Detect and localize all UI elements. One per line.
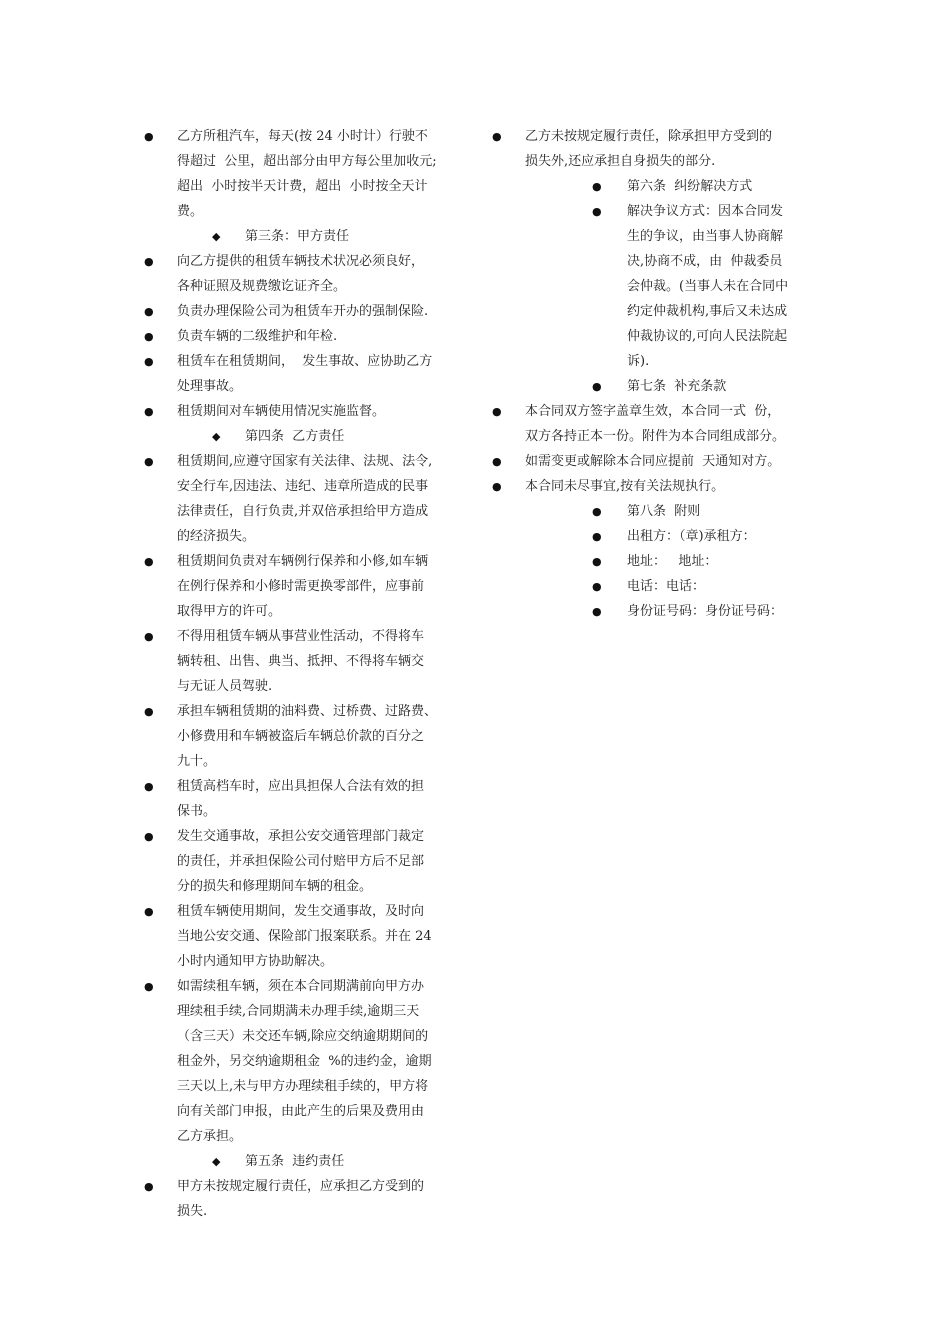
list-item: [140, 124, 470, 224]
text-line: 负责办理保险公司为租赁车开办的强制保险.: [177, 304, 429, 319]
list-item: [140, 449, 470, 549]
text-line: 当地公安交通、保险部门报案联系。并在 24: [177, 929, 432, 944]
text-line: 小时内通知甲方协助解决。: [177, 954, 334, 969]
item-text: [525, 399, 818, 449]
text-line: 超出 小时按半天计费，超出 小时按全天计: [177, 179, 428, 194]
item-text: [177, 624, 470, 699]
text-line: 乙方所租汽车，每天(按 24 小时计）行驶不: [177, 129, 428, 144]
item-text: [627, 549, 818, 574]
list-item: [140, 549, 470, 624]
text-line: 辆转租、出售、典当、抵押、不得将车辆交: [177, 654, 425, 669]
text-line: 分的损失和修理期间车辆的租金。: [177, 879, 373, 894]
item-text: [525, 124, 818, 174]
item-text: [177, 299, 470, 324]
bullet-icon: ●: [144, 130, 154, 143]
bullet-icon: ●: [492, 455, 502, 468]
diamond-bullet-icon: ◆: [212, 1155, 221, 1168]
item-text: [177, 699, 470, 774]
text-line: 仲裁协议的,可向人民法院起: [627, 329, 788, 344]
text-line: 解决争议方式：因本合同发: [627, 204, 784, 219]
bullet-icon: ●: [492, 480, 502, 493]
text-line: 费。: [177, 204, 204, 219]
bullet-icon: ●: [144, 905, 154, 918]
text-line: 安全行车,因违法、违纪、违章所造成的民事: [177, 479, 429, 494]
text-line: 第八条 附则: [627, 504, 701, 519]
item-text: [177, 549, 470, 624]
text-line: 承担车辆租赁期的油料费、过桥费、过路费、: [177, 704, 438, 719]
item-text: [177, 449, 470, 549]
left-column: [140, 124, 470, 1224]
item-text: [525, 449, 818, 474]
text-line: 处理事故。: [177, 379, 243, 394]
text-line: 保书。: [177, 804, 217, 819]
text-line: 与无证人员驾驶.: [177, 679, 273, 694]
bullet-icon: ●: [144, 305, 154, 318]
bullet-icon: ●: [144, 630, 154, 643]
text-line: 取得甲方的许可。: [177, 604, 282, 619]
item-text: [245, 224, 470, 249]
text-line: 乙方承担。: [177, 1129, 243, 1144]
item-text: [177, 324, 470, 349]
section-heading: [140, 424, 470, 449]
text-line: 约定仲裁机构,事后又未达成: [627, 304, 788, 319]
text-line: 出租方：（章)承租方：: [627, 529, 756, 544]
list-item: [140, 774, 470, 824]
bullet-icon: ●: [592, 530, 602, 543]
item-text: [177, 974, 470, 1149]
text-line: 本合同双方签字盖章生效，本合同一式 份，: [525, 404, 781, 419]
bullet-icon: ●: [592, 505, 602, 518]
text-line: 甲方未按规定履行责任，应承担乙方受到的: [177, 1179, 425, 1194]
list-item: [488, 574, 818, 599]
item-text: [177, 349, 470, 399]
text-line: 生的争议，由当事人协商解: [627, 229, 784, 244]
list-item: [488, 524, 818, 549]
bullet-icon: ●: [144, 330, 154, 343]
text-line: 第四条 乙方责任: [245, 429, 345, 444]
text-line: （含三天）未交还车辆,除应交纳逾期期间的: [177, 1029, 429, 1044]
text-line: 损失.: [177, 1204, 208, 1219]
item-text: [627, 374, 818, 399]
list-item: [140, 824, 470, 899]
list-item: [140, 349, 470, 399]
text-line: 负责车辆的二级维护和年检.: [177, 329, 338, 344]
bullet-icon: ●: [492, 405, 502, 418]
text-line: 向乙方提供的租赁车辆技术状况必须良好，: [177, 254, 425, 269]
item-text: [627, 499, 818, 524]
right-column: [488, 124, 818, 624]
list-item: [140, 324, 470, 349]
list-item: [488, 474, 818, 499]
text-line: 会仲裁。(当事人未在合同中: [627, 279, 789, 294]
item-text: [177, 774, 470, 824]
text-line: 租金外，另交纳逾期租金 %的违约金，逾期: [177, 1054, 432, 1069]
text-line: 的经济损失。: [177, 529, 256, 544]
bullet-icon: ●: [592, 380, 602, 393]
list-item: [488, 499, 818, 524]
list-item: [140, 299, 470, 324]
list-item: [488, 174, 818, 199]
text-line: 如需变更或解除本合同应提前 天通知对方。: [525, 454, 781, 469]
text-line: 乙方未按规定履行责任，除承担甲方受到的: [525, 129, 773, 144]
bullet-icon: ●: [592, 205, 602, 218]
item-text: [525, 474, 818, 499]
list-item: [140, 1174, 470, 1224]
bullet-icon: ●: [144, 255, 154, 268]
text-line: 第六条 纠纷解决方式: [627, 179, 753, 194]
item-text: [627, 599, 818, 624]
text-line: 向有关部门申报，由此产生的后果及费用由: [177, 1104, 425, 1119]
text-line: 地址： 地址：: [627, 554, 718, 569]
text-line: 第三条：甲方责任: [245, 229, 350, 244]
bullet-icon: ●: [592, 555, 602, 568]
list-item: [488, 599, 818, 624]
list-item: [140, 249, 470, 299]
item-text: [627, 199, 818, 374]
list-item: [488, 199, 818, 374]
list-item: [140, 974, 470, 1149]
text-line: 租赁期间负责对车辆例行保养和小修,如车辆: [177, 554, 429, 569]
text-line: 小修费用和车辆被盗后车辆总价款的百分之: [177, 729, 425, 744]
list-item: [488, 374, 818, 399]
text-line: 的责任，并承担保险公司付赔甲方后不足部: [177, 854, 425, 869]
text-line: 第七条 补充条款: [627, 379, 727, 394]
text-line: 租赁高档车时，应出具担保人合法有效的担: [177, 779, 425, 794]
diamond-bullet-icon: ◆: [212, 230, 221, 243]
text-line: 租赁期间对车辆使用情况实施监督。: [177, 404, 386, 419]
text-line: 租赁期间,应遵守国家有关法律、法规、法令,: [177, 454, 433, 469]
text-line: 理续租手续,合同期满未办理手续,逾期三天: [177, 1004, 420, 1019]
bullet-icon: ●: [144, 455, 154, 468]
bullet-icon: ●: [144, 1180, 154, 1193]
item-text: [177, 899, 470, 974]
bullet-icon: ●: [144, 355, 154, 368]
bullet-icon: ●: [492, 130, 502, 143]
list-item: [488, 449, 818, 474]
bullet-icon: ●: [144, 980, 154, 993]
text-line: 租赁车在租赁期间， 发生事故、应协助乙方: [177, 354, 433, 369]
list-item: [140, 399, 470, 424]
text-line: 得超过 公里，超出部分由甲方每公里加收元;: [177, 154, 437, 169]
item-text: [177, 399, 470, 424]
text-line: 决,协商不成，由 仲裁委员: [627, 254, 783, 269]
item-text: [177, 824, 470, 899]
text-line: 九十。: [177, 754, 217, 769]
text-line: 本合同未尽事宜,按有关法规执行。: [525, 479, 725, 494]
diamond-bullet-icon: ◆: [212, 430, 221, 443]
item-text: [627, 574, 818, 599]
text-line: 电话：电话：: [627, 579, 706, 594]
text-line: 租赁车辆使用期间，发生交通事故，及时向: [177, 904, 425, 919]
text-line: 不得用租赁车辆从事营业性活动，不得将车: [177, 629, 425, 644]
list-item: [140, 699, 470, 774]
item-text: [627, 524, 818, 549]
text-line: 双方各持正本一份。附件为本合同组成部分。: [525, 429, 786, 444]
text-line: 身份证号码：身份证号码：: [627, 604, 784, 619]
bullet-icon: ●: [144, 830, 154, 843]
text-line: 各种证照及规费缴讫证齐全。: [177, 279, 347, 294]
list-item: [488, 549, 818, 574]
list-item: [140, 899, 470, 974]
section-heading: [140, 224, 470, 249]
text-line: 发生交通事故，承担公安交通管理部门裁定: [177, 829, 425, 844]
bullet-icon: ●: [144, 780, 154, 793]
item-text: [627, 174, 818, 199]
text-line: 诉).: [627, 354, 650, 369]
text-line: 如需续租车辆，须在本合同期满前向甲方办: [177, 979, 425, 994]
bullet-icon: ●: [144, 705, 154, 718]
list-item: [140, 624, 470, 699]
section-heading: [140, 1149, 470, 1174]
bullet-icon: ●: [144, 405, 154, 418]
list-item: [488, 399, 818, 449]
list-item: [488, 124, 818, 174]
bullet-icon: ●: [144, 555, 154, 568]
item-text: [245, 424, 470, 449]
bullet-icon: ●: [592, 180, 602, 193]
text-line: 在例行保养和小修时需更换零部件，应事前: [177, 579, 425, 594]
bullet-icon: ●: [592, 605, 602, 618]
text-line: 三天以上,未与甲方办理续租手续的，甲方将: [177, 1079, 429, 1094]
item-text: [177, 249, 470, 299]
item-text: [245, 1149, 470, 1174]
item-text: [177, 124, 470, 224]
text-line: 损失外,还应承担自身损失的部分.: [525, 154, 716, 169]
bullet-icon: ●: [592, 580, 602, 593]
item-text: [177, 1174, 470, 1224]
text-line: 法律责任，自行负责,并双倍承担给甲方造成: [177, 504, 429, 519]
text-line: 第五条 违约责任: [245, 1154, 345, 1169]
